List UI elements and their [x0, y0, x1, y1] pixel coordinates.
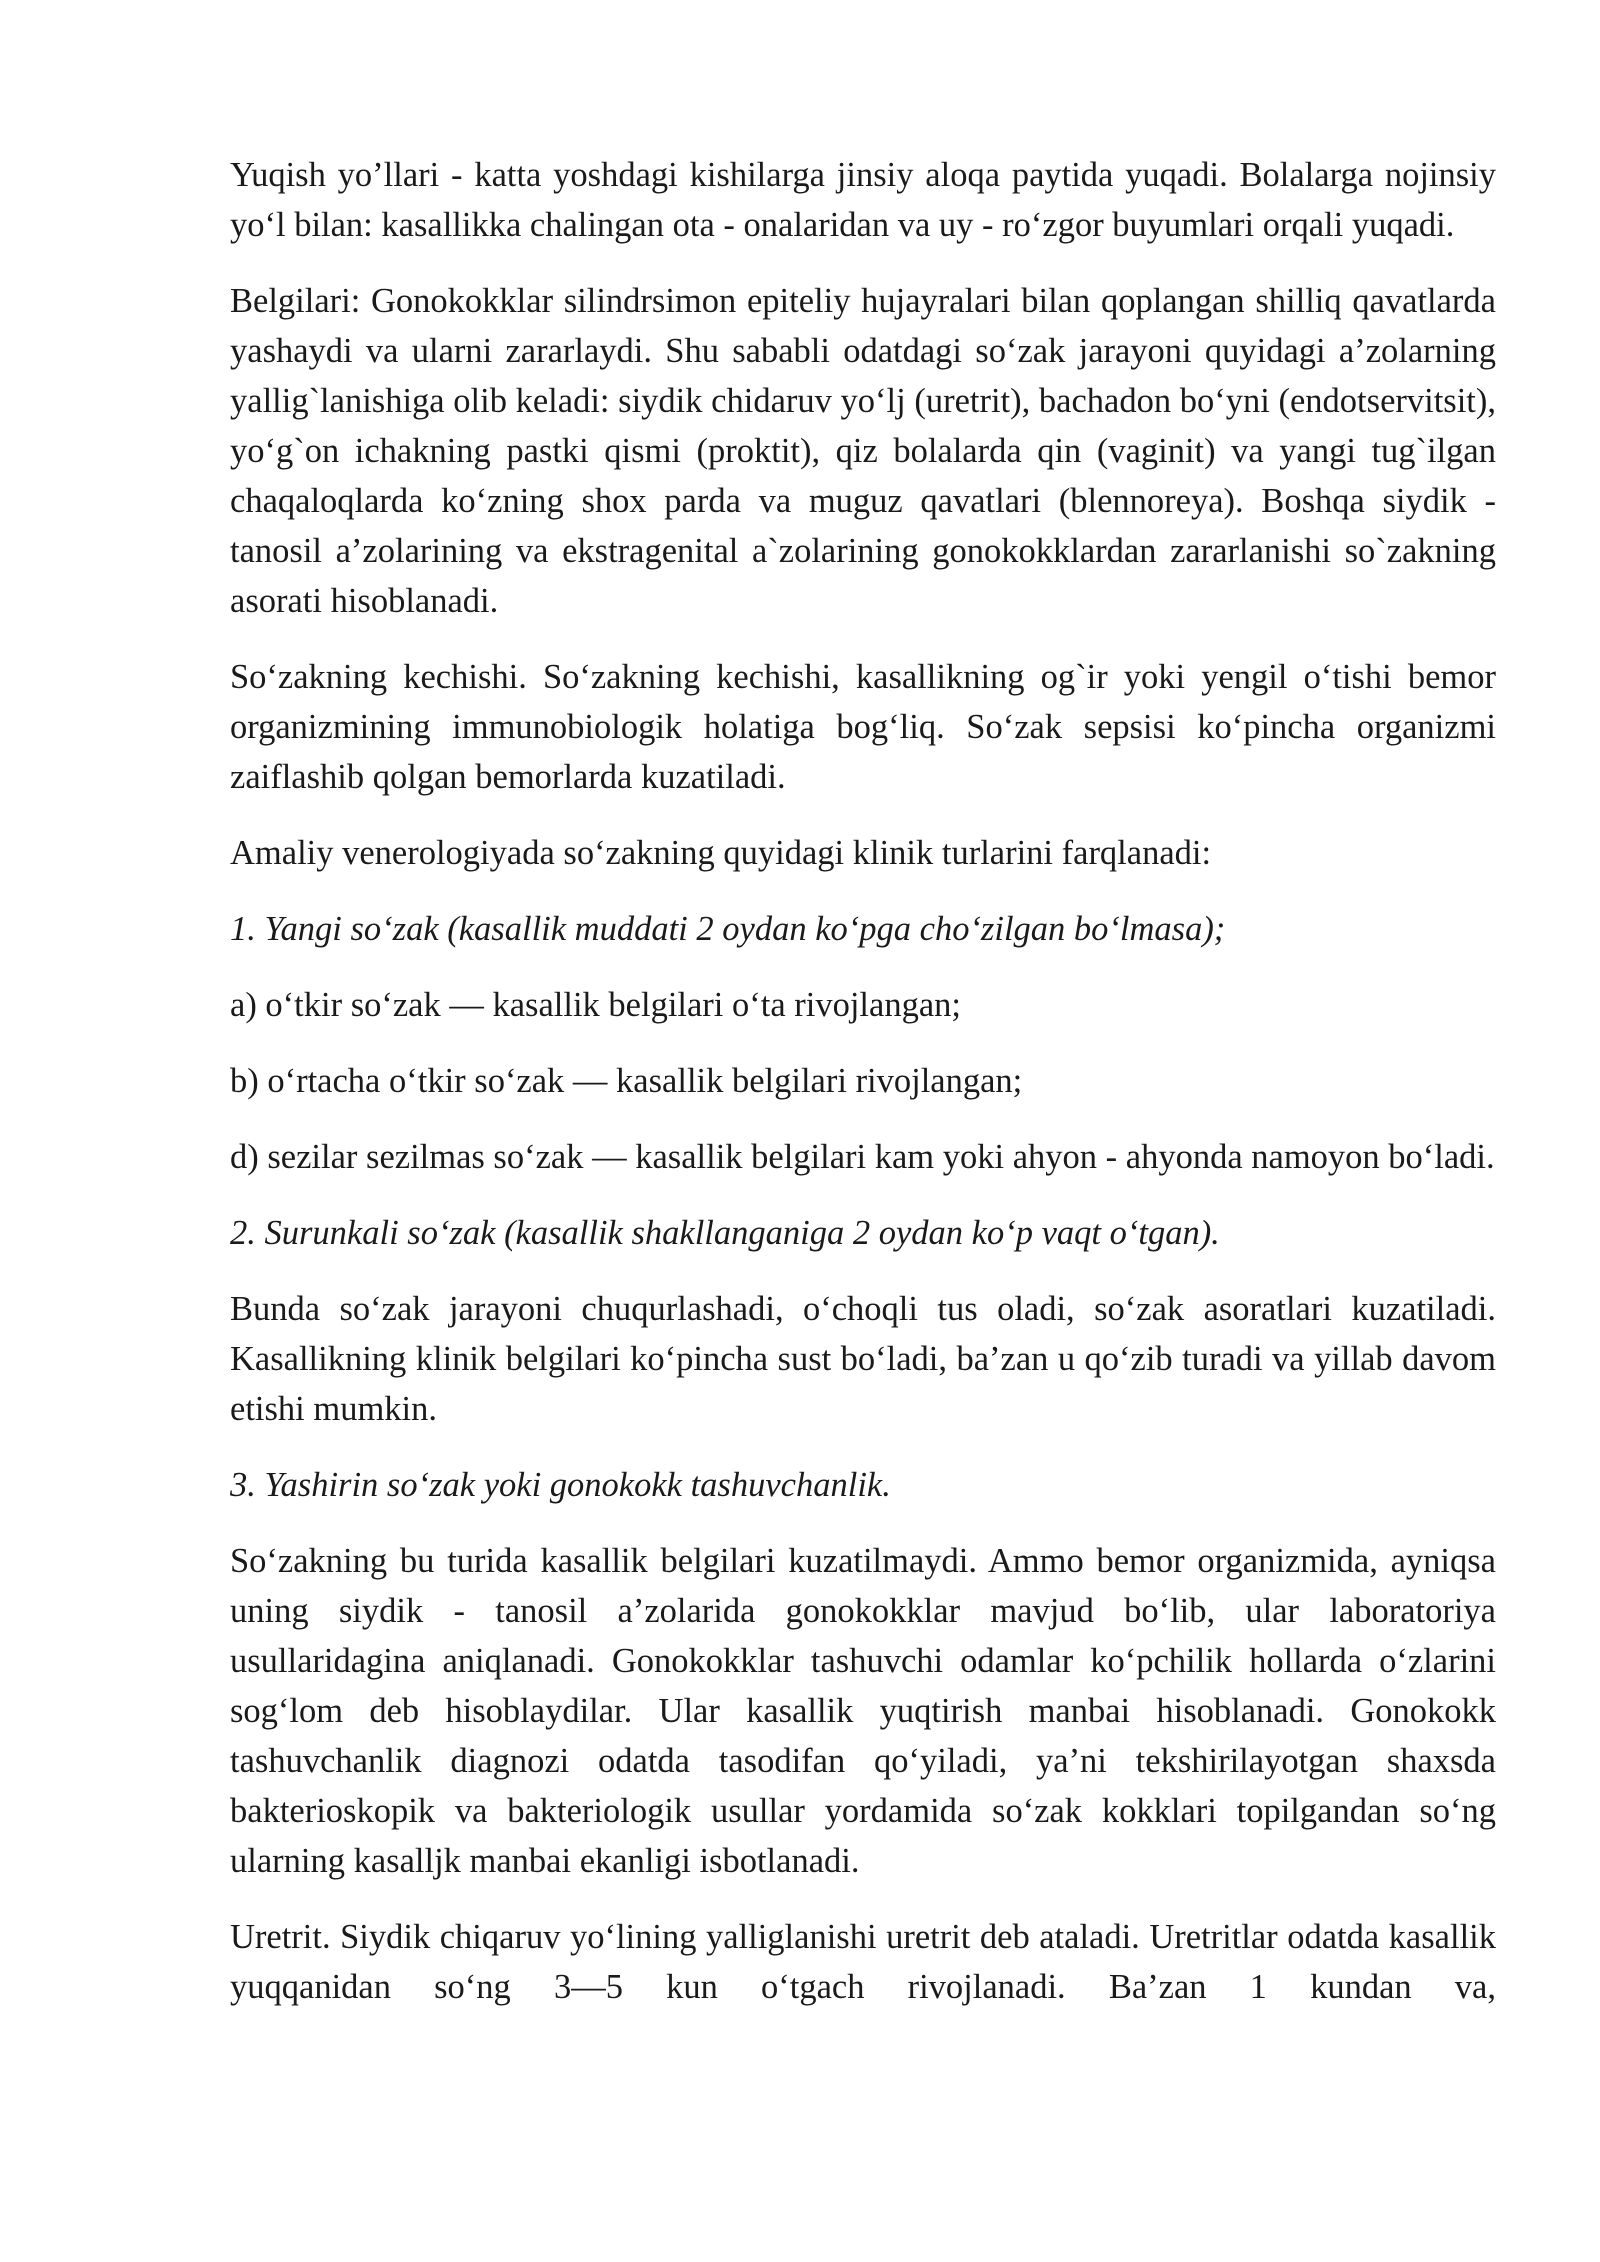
paragraph-symptoms: Belgilari: Gonokokklar silindrsimon epiteliy hujayralari bilan qoplangan shilliq qavatlarda yashaydi va ularni zararlaydi. Shu sababli odatdagi so‘zak jarayoni quyidagi a’zolarning yallig`lanishiga olib keladi: siydik chidaruv yo‘lj (uretrit), bachadon bo‘yni (endotservitsit), yo‘g`on ichakning pastki qismi (proktit), qiz bolalarda qin (vaginit) va yangi tug`ilgan chaqaloqlarda ko‘zning shox parda va muguz qavatlari (blennoreya). Boshqa siydik - tanosil a’zolarining va ekstragenital a`zolarining gonokokklardan zararlanishi so`zakning asorati hisoblanadi.: [230, 282, 1496, 620]
paragraph-course: So‘zakning kechishi. So‘zakning kechishi, kasallikning og`ir yoki yengil o‘tishi bemor organizmining immunobiologik holatiga bog‘liq. So‘zak sepsisi ko‘pincha organizmi zaiflashib qolgan bemorlarda kuzatiladi.: [230, 658, 1496, 796]
paragraph-latent-description: So‘zakning bu turida kasallik belgilari kuzatilmaydi. Ammo bemor organizmida, ayniqsa uning siydik - tanosil a’zolarida gonokokklar mavjud bo‘lib, ular laboratoriya usullaridagina aniqlanadi. Gonokokklar tashuvchi odamlar ko‘pchilik hollarda o‘zlarini sog‘lom deb hisoblaydilar. Ular kasallik yuqtirish manbai hisoblanadi. Gonokokk tashuvchanlik diagnozi odatda tasodifan qo‘yiladi, ya’ni tekshirilayotgan shaxsda bakterioskopik va bakteriologik usullar yordamida so‘zak kokklari topilgandan so‘ng ularning kasalljk manbai ekanligi isbotlanadi.: [230, 1542, 1496, 1880]
paragraph-chronic-description: Bunda so‘zak jarayoni chuqurlashadi, o‘choqli tus oladi, so‘zak asoratlari kuzatiladi. Kasallikning klinik belgilari ko‘pincha sust bo‘ladi, ba’zan u qo‘zib turadi va yillab davom etishi mumkin.: [230, 1290, 1496, 1428]
paragraph-clinical-types-intro: Amaliy venerologiyada so‘zakning quyidagi klinik turlarini farqlanadi:: [230, 834, 1212, 872]
paragraph-transmission: Yuqish yo’llari - katta yoshdagi kishilarga jinsiy aloqa paytida yuqadi. Bolalarga nojinsiy yo‘l bilan: kasallikka chalingan ota - onalaridan va uy - ro‘zgor buyumlari orqali yuqadi.: [230, 156, 1496, 244]
list-item-torpid: d) sezilar sezilmas so‘zak — kasallik belgilari kam yoki ahyon - ahyonda namoyon bo‘ladi.: [230, 1138, 1495, 1176]
document-body: [230, 150, 1496, 2038]
list-item-acute: a) o‘tkir so‘zak — kasallik belgilari o‘ta rivojlangan;: [230, 986, 961, 1024]
paragraph-urethritis: Uretrit. Siydik chiqaruv yo‘lining yalliglanishi uretrit deb ataladi. Uretritlar odatda kasallik yuqqanidan so‘ng 3—5 kun o‘tgach rivojlanadi. Ba’zan 1 kundan va,: [230, 1918, 1496, 2006]
heading-chronic-gonorrhea: 2. Surunkali so‘zak (kasallik shakllanganiga 2 oydan ko‘p vaqt o‘tgan).: [230, 1214, 1220, 1252]
heading-new-gonorrhea: 1. Yangi so‘zak (kasallik muddati 2 oydan ko‘pga cho‘zilgan bo‘lmasa);: [230, 910, 1226, 948]
heading-latent-gonorrhea: 3. Yashirin so‘zak yoki gonokokk tashuvchanlik.: [230, 1466, 891, 1504]
list-item-subacute: b) o‘rtacha o‘tkir so‘zak — kasallik belgilari rivojlangan;: [230, 1062, 1023, 1100]
